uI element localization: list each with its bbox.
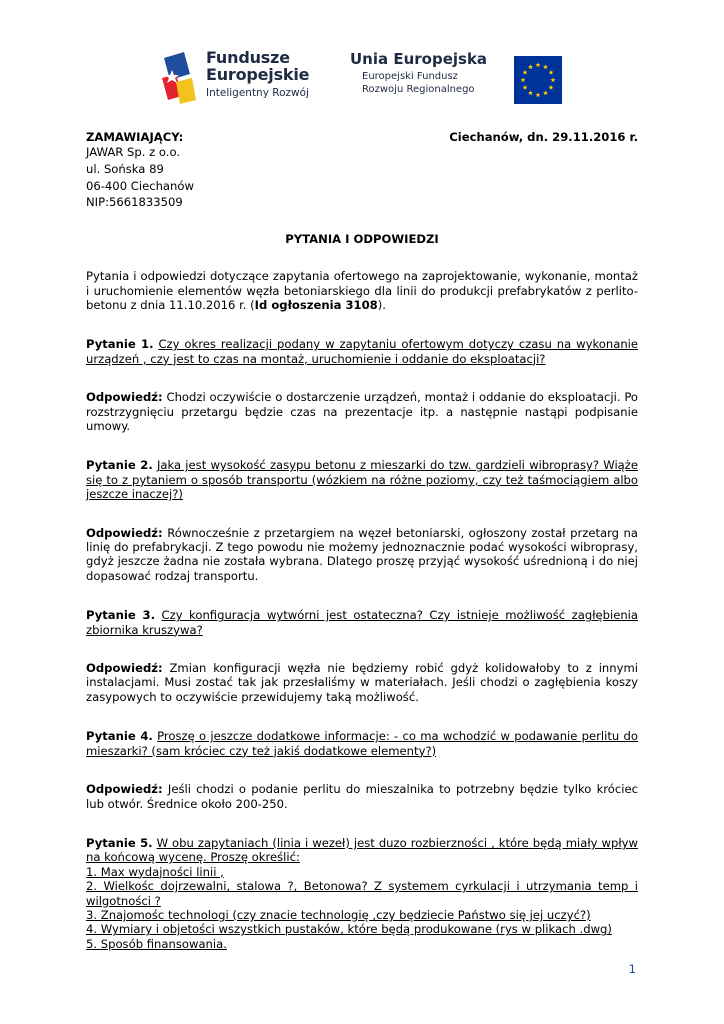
list-item: 3. Znajomośc technologi (czy znacie technologię ,czy będziecie Państwo się jej uczyć?) (86, 907, 591, 922)
answer-label: Odpowiedź: (86, 782, 163, 797)
fe-logo-line3: Inteligentny Rozwój (206, 87, 309, 99)
list-item: 2. Wielkośc dojrzewalni, stalowa ?, Betonowa? Z systemem cyrkulacji i utrzymania temp i wilgotności ? (86, 879, 638, 908)
question-label: Pytanie 2. (86, 458, 153, 473)
question-label: Pytanie 5. (86, 835, 153, 850)
answer-label: Odpowiedź: (86, 661, 163, 676)
answer-text: Równocześnie z przetargiem na węzeł betoniarski, ogłoszony został przetarg na linię do prefabrykacji. Z tego powodu nie możemy jednoznacznie podać wysokości wibroprasy, gdyż jeszcze żadna nie została wybrana. Dlatego proszę przyjąć wysokość uśrednioną i do niej dopasować rodzaj transportu. (86, 525, 639, 583)
question-text: Czy konfiguracja wytwórni jest ostateczna? Czy istnieje możliwość zagłębienia zbiornika kruszywa? (86, 608, 639, 637)
answer-text: Chodzi oczywiście o dostarczenie urządzeń, montaż i oddanie do eksploatacji. Po rozstrzygnięciu przetargu będzie czas na prezentacje itp. a następnie nastąpi podpisanie umowy. (86, 390, 639, 434)
address-line: ul. Sońska 89 (86, 161, 164, 176)
answer-4 (86, 782, 638, 811)
question-1 (86, 337, 638, 366)
answer-1 (86, 390, 638, 433)
client-label: ZAMAWIAJĄCY: (86, 130, 184, 144)
question-text: Czy okres realizacji podany w zapytaniu ofertowym dotyczy czasu na wykonanie urządzeń , czy jest to czas na montaż, uruchomienie i oddanie do eksploatacji? (86, 337, 639, 366)
question-text: W obu zapytaniach (linia i wezeł) jest duzo rozbierzności , które będą miały wpływ na końcową wycenę. Proszę określić: (86, 835, 638, 865)
intro-paragraph (86, 269, 638, 312)
list-item: 5. Sposób finansowania. (86, 936, 227, 951)
address-line: JAWAR Sp. z o.o. (86, 145, 181, 160)
question-text: Proszę o jeszcze dodatkowe informacje: - co ma wchodzić w podawanie perlitu do mieszarki? (sam króciec czy też jakiś dodatkowe elementy?) (86, 729, 638, 758)
answer-text: Zmian konfiguracji węzła nie będziemy robić gdyż kolidowałoby to z innymi instalacjami. Musi zostać tak jak przesłaliśmy w materiałach. Jeśli chodzi o zagłębienia koszy zasypowych to oczywiście przewidujemy taką możliwość. (86, 661, 638, 704)
intro-id: Id ogłoszenia 3108 (254, 297, 378, 312)
place-date: Ciechanów, dn. 29.11.2016 r. (449, 130, 638, 144)
intro-text: Pytania i odpowiedzi dotyczące zapytania ofertowego na zaprojektowanie, wykonanie, montaż i uruchomienie elementów węzła betoniarskiego dla linii do produkcji prefabrykatów z perlito-betonu z dnia 11.10.2016 r. ( (86, 269, 638, 312)
intro-end: ). (377, 297, 386, 312)
question-label: Pytanie 1. (86, 337, 154, 352)
answer-text: Jeśli chodzi o podanie perlitu do mieszalnika to potrzebny będzie tylko króciec lub otwór. Średnice około 200-250. (86, 782, 639, 811)
answer-2 (86, 526, 638, 584)
question-5 (86, 836, 638, 951)
question-4 (86, 729, 638, 758)
question-3 (86, 608, 638, 637)
ue-logo-line2: Europejski Fundusz (362, 71, 458, 82)
question-text: Jaka jest wysokość zasypu betonu z mieszarki do tzw. gardzieli wibroprasy? Wiąże się to z pytaniem o sposób transportu (wózkiem na różne poziomy, czy też taśmociągiem albo jeszcze inaczej?) (86, 458, 639, 502)
eu-flag-icon (514, 56, 562, 104)
question-label: Pytanie 4. (86, 729, 153, 744)
fe-logo-line2: Europejskie (206, 65, 310, 84)
unia-europejska-logo (350, 44, 568, 112)
address-line: 06-400 Ciechanów (86, 178, 194, 193)
logo-bar (158, 44, 568, 112)
list-item: 4. Wymiary i objetości wszystkich pustaków, które będą produkowane (rys w plikach .dwg) (86, 922, 612, 937)
question-2 (86, 458, 638, 501)
list-item: 1. Max wydajności linii , (86, 864, 224, 879)
answer-label: Odpowiedź: (86, 525, 163, 540)
question-label: Pytanie 3. (86, 608, 156, 623)
header-row (86, 130, 638, 144)
client-address (86, 144, 638, 210)
ue-logo-line1: Unia Europejska (350, 50, 488, 68)
fundusze-europejskie-logo (158, 44, 348, 112)
fundusze-europejskie-mark-icon (160, 48, 198, 108)
question-5-list (86, 865, 638, 951)
fe-logo-line1: Fundusze (206, 48, 290, 67)
document-title: PYTANIA I ODPOWIEDZI (285, 231, 439, 246)
answer-label: Odpowiedź: (86, 390, 163, 405)
address-line: NIP:5661833509 (86, 195, 183, 210)
page-number: 1 (628, 962, 636, 976)
ue-logo-line3: Rozwoju Regionalnego (362, 84, 475, 95)
answer-3 (86, 661, 638, 704)
document-body (86, 130, 638, 951)
